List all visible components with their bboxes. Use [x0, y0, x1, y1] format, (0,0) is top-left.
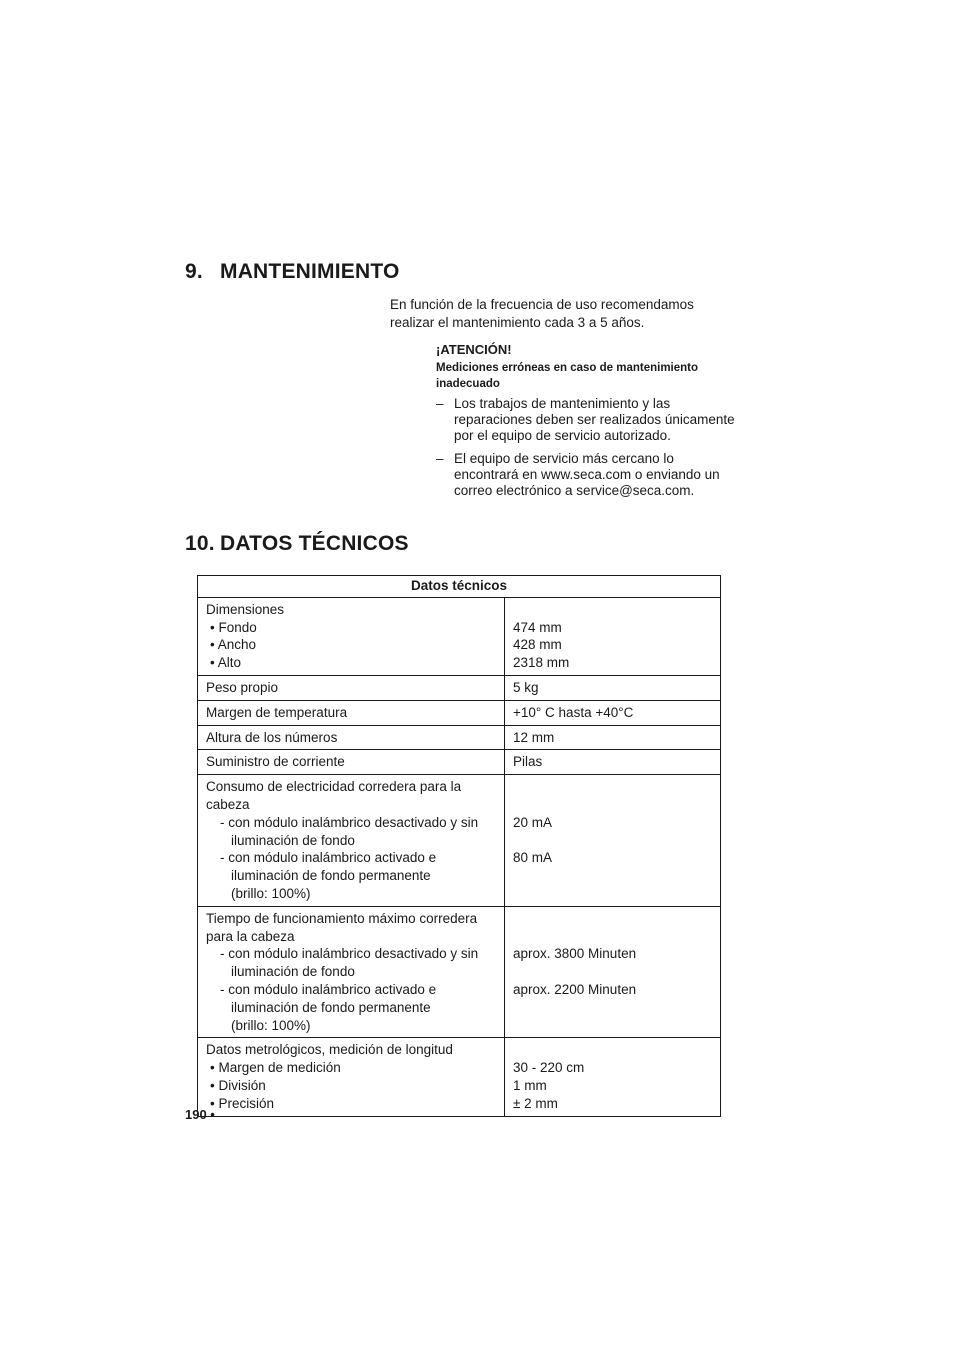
row-value: Pilas: [505, 750, 721, 775]
technical-data-table: [197, 575, 721, 1117]
table-header-row: [198, 576, 721, 598]
row-value: 12 mm: [505, 725, 721, 750]
table-row: [198, 775, 721, 907]
section-title-maintenance: [185, 260, 400, 284]
dash-marker: –: [436, 396, 444, 411]
table-row: [198, 675, 721, 700]
row-label: Consumo de electricidad corredera para la cabeza - con módulo inalámbrico desactivado y sin iluminación de fondo - con módulo inalámbrico activado e iluminación de fondo permanente (brillo: 100%): [198, 775, 505, 907]
warning-title: ¡ATENCIÓN!: [436, 342, 512, 357]
list-item: – Los trabajos de mantenimiento y las reparaciones deben ser realizados únicamente por el equipo de servicio autorizado.: [436, 396, 735, 443]
list-item: – El equipo de servicio más cercano lo encontrará en www.seca.com o enviando un correo electrónico a service@seca.com.: [436, 451, 720, 498]
table-row: [198, 597, 721, 675]
table-row: [198, 1038, 721, 1116]
page-number: 190 •: [185, 1107, 215, 1122]
row-label: Dimensiones • Fondo • Ancho • Alto: [198, 597, 505, 675]
row-value: 474 mm 428 mm 2318 mm: [505, 597, 721, 675]
maintenance-intro: En función de la frecuencia de uso recomendamos realizar el mantenimiento cada 3 a 5 años.: [390, 297, 694, 330]
row-label: Peso propio: [198, 675, 505, 700]
row-label: Margen de temperatura: [198, 700, 505, 725]
table-header: Datos técnicos: [198, 576, 721, 598]
table-row: [198, 750, 721, 775]
dash-marker: –: [436, 451, 444, 466]
table-row: [198, 700, 721, 725]
row-value: +10° C hasta +40°C: [505, 700, 721, 725]
row-value: 20 mA 80 mA: [505, 775, 721, 907]
warning-list: [436, 396, 736, 499]
row-value: 30 - 220 cm 1 mm ± 2 mm: [505, 1038, 721, 1116]
section-title-text: DATOS TÉCNICOS: [220, 532, 409, 555]
warning-subtitle: Mediciones erróneas en caso de mantenimiento inadecuado: [436, 362, 699, 390]
section-number: 10.: [185, 532, 215, 555]
row-label: Suministro de corriente: [198, 750, 505, 775]
row-label: Altura de los números: [198, 725, 505, 750]
row-label: Tiempo de funcionamiento máximo corredera para la cabeza - con módulo inalámbrico desactivado y sin iluminación de fondo - con módulo inalámbrico activado e iluminación de fondo permanente (brillo: 100%): [198, 906, 505, 1038]
warning-box: [436, 342, 736, 506]
section-title-technical: [185, 532, 409, 556]
section-title-text: MANTENIMIENTO: [220, 260, 400, 283]
table-row: [198, 906, 721, 1038]
table-row: [198, 725, 721, 750]
row-value: 5 kg: [505, 675, 721, 700]
row-label: Datos metrológicos, medición de longitud • Margen de medición • División • Precisión: [198, 1038, 505, 1116]
row-value: aprox. 3800 Minuten aprox. 2200 Minuten: [505, 906, 721, 1038]
section-number: 9.: [185, 260, 203, 283]
